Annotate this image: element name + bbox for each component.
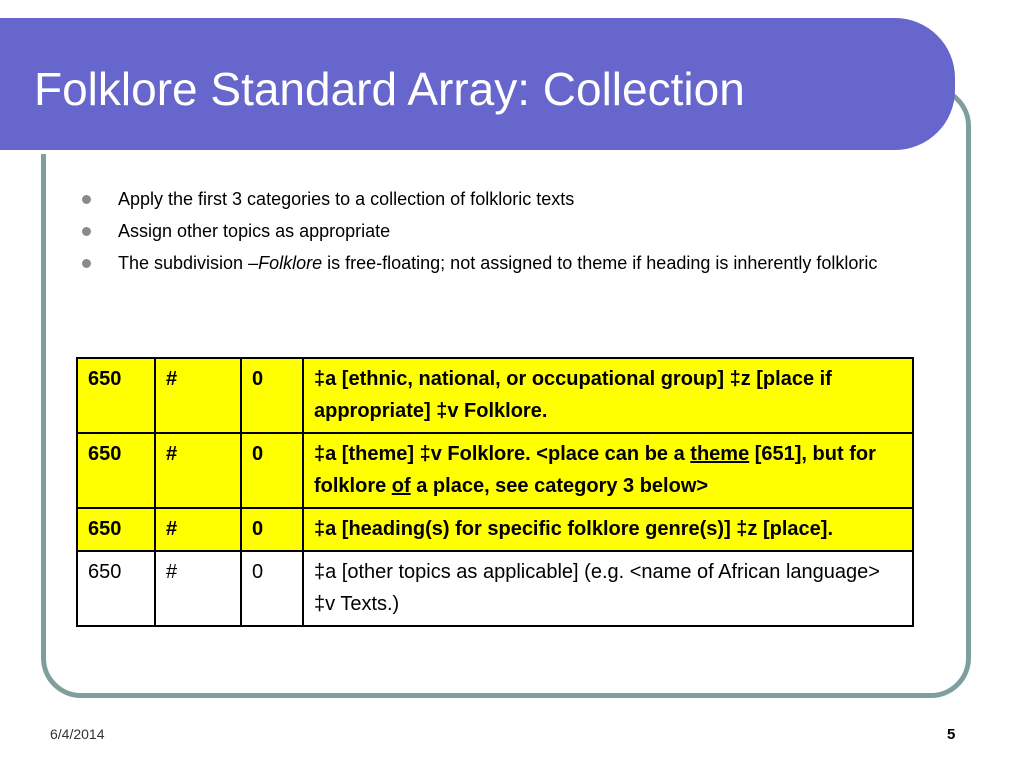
bullet-text-pre: The subdivision – — [118, 253, 259, 273]
field-content-part: a place, see category 3 below> — [410, 475, 709, 497]
bullet-text-emphasis: Folklore — [258, 253, 323, 273]
field-tag: 650 — [77, 358, 155, 433]
field-content-underlined: of — [391, 475, 411, 497]
bullet-text: Apply the first 3 categories to a collection of folkloric texts — [118, 189, 575, 209]
marc-fields-table — [76, 357, 914, 627]
slide-number: 5 — [947, 726, 956, 743]
bullet-dot-icon — [82, 259, 91, 268]
indicator-1: # — [155, 551, 241, 626]
footer-date: 6/4/2014 — [50, 726, 105, 742]
field-content-part: [651], but for folklore — [314, 443, 876, 497]
bullet-dot-icon — [82, 195, 91, 204]
field-tag: 650 — [77, 551, 155, 626]
bullet-item — [80, 251, 910, 275]
table-row — [77, 358, 913, 433]
indicator-1: # — [155, 358, 241, 433]
indicator-1: # — [155, 508, 241, 551]
bullet-text: Assign other topics as appropriate — [118, 221, 391, 241]
bullet-item — [80, 219, 910, 243]
indicator-2: 0 — [241, 508, 303, 551]
title-underline — [0, 150, 907, 154]
field-content-underlined: theme — [690, 443, 750, 465]
indicator-2: 0 — [241, 433, 303, 508]
bullet-list — [80, 187, 910, 275]
slide-title: Folklore Standard Array: Collection — [34, 63, 745, 115]
field-content — [303, 433, 913, 508]
table-row — [77, 551, 913, 626]
field-content: ‡a [ethnic, national, or occupational group] ‡z [place if appropriate] ‡v Folklore. — [303, 358, 913, 433]
indicator-1: # — [155, 433, 241, 508]
field-content: ‡a [other topics as applicable] (e.g. <name of African language> ‡v Texts.) — [303, 551, 913, 626]
field-tag: 650 — [77, 433, 155, 508]
indicator-2: 0 — [241, 358, 303, 433]
table-row — [77, 508, 913, 551]
bullet-text-post: is free-floating; not assigned to theme if heading is inherently folkloric — [322, 253, 878, 273]
field-content: ‡a [heading(s) for specific folklore genre(s)] ‡z [place]. — [303, 508, 913, 551]
table-row — [77, 433, 913, 508]
title-bar — [0, 18, 955, 150]
bullet-item — [80, 187, 910, 211]
bullet-dot-icon — [82, 227, 91, 236]
field-content-part: ‡a [theme] ‡v Folklore. <place can be a — [314, 443, 691, 465]
indicator-2: 0 — [241, 551, 303, 626]
field-tag: 650 — [77, 508, 155, 551]
